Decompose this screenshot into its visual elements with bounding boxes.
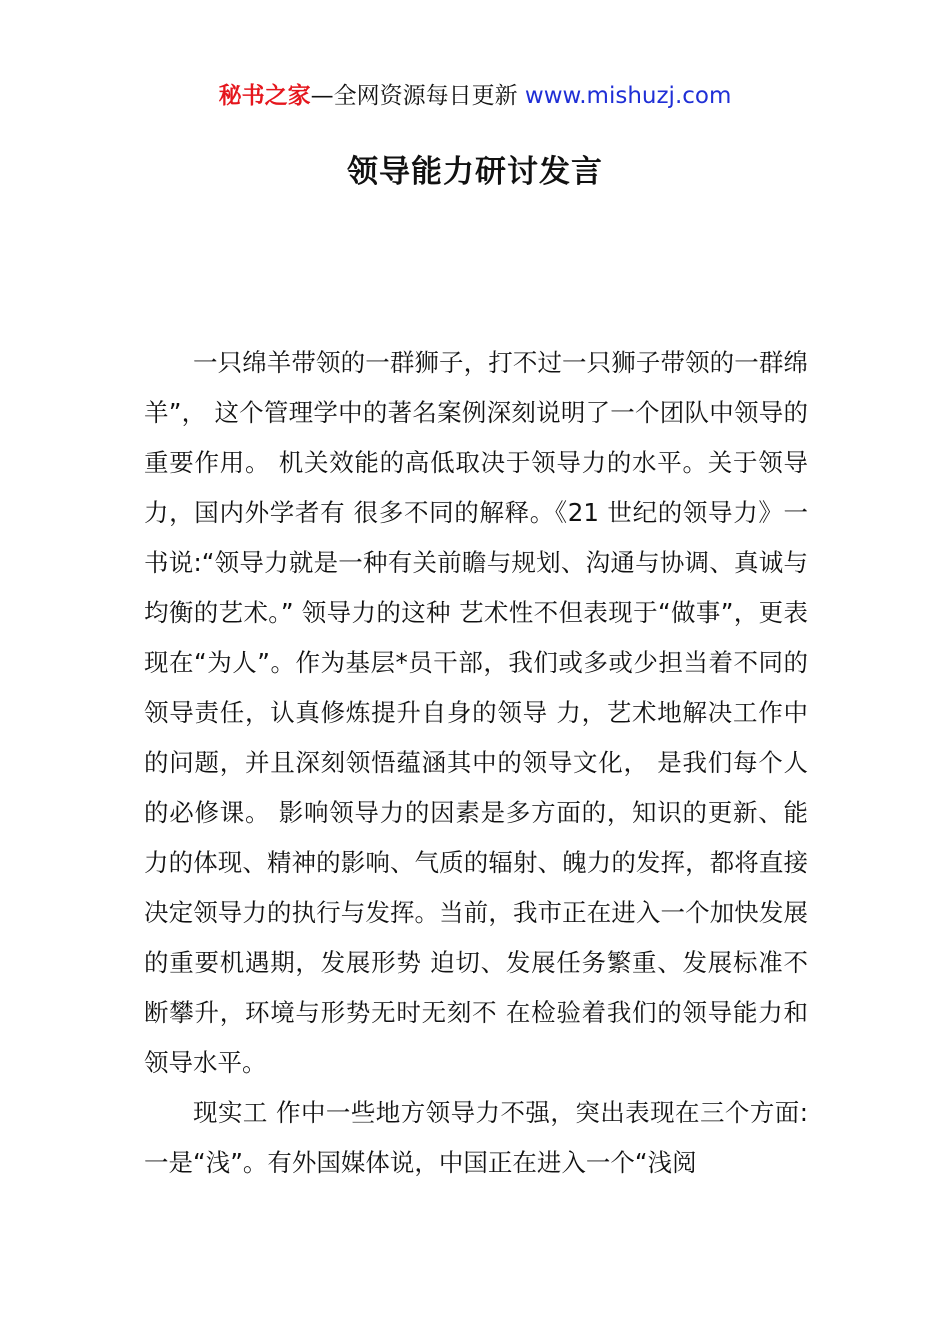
document-body bbox=[144, 338, 808, 1188]
paragraph-2: 现实工 作中一些地方领导力不强，突出表现在三个方面: 一是“浅”。有外国媒体说，中国正在进入一个“浅阅 bbox=[144, 1098, 808, 1177]
site-tagline: —全网资源每日更新 bbox=[310, 83, 518, 109]
site-url-link[interactable]: www.mishuzj.com bbox=[524, 83, 732, 109]
site-header bbox=[0, 80, 950, 112]
paragraph-1: 一只绵羊带领的一群狮子，打不过一只狮子带领的一群绵羊”， 这个管理学中的著名案例深刻说明了一个团队中领导的重要作用。 机关效能的高低取决于领导力的水平。关于领导力，国内外学者有 很多不同的解释。《21 世纪的领导力》一书说:“领导力就是一种有关前瞻与规划、沟通与协调、真诚与均衡的艺术。” 领导力的这种 艺术性不但表现于“做事”，更表现在“为人”。作为基层*员干部，我们或多或少担当着不同的领导责任，认真修炼提升自身的领导 力，艺术地解决工作中的问题，并且深刻领悟蕴涵其中的领导文化， 是我们每个人的必修课。 影响领导力的因素是多方面的，知识的更新、能力的体现、精神的影响、气质的辐射、魄力的发挥，都将直接决定领导力的执行与发挥。当前，我市正在进入一个加快发展的重要机遇期，发展形势 迫切、发展任务繁重、发展标准不断攀升，环境与形势无时无刻不 在检验着我们的领导能力和领导水平。 bbox=[144, 348, 808, 1077]
brand-name: 秘书之家 bbox=[218, 83, 311, 109]
document-title: 领导能力研讨发言 bbox=[347, 154, 603, 190]
